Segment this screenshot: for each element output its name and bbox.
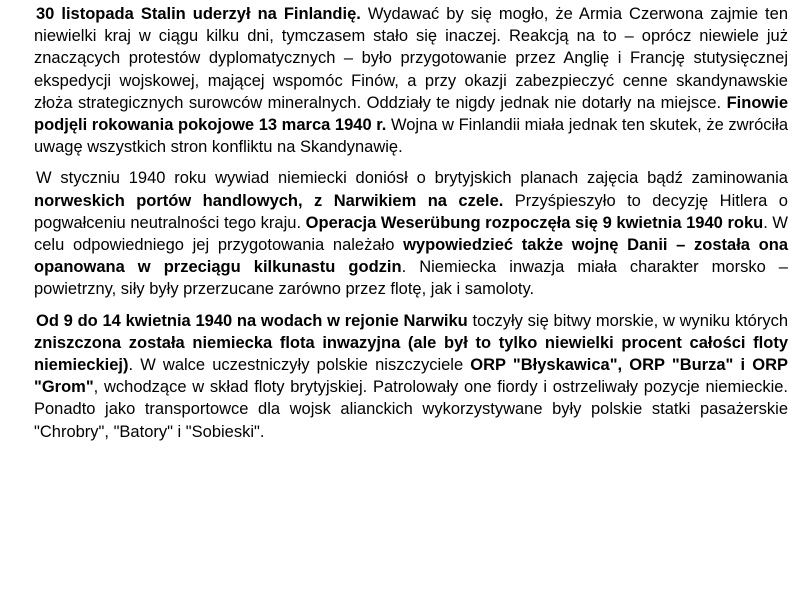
text-segment: , wchodzące w skład floty brytyjskiej. Patrolowały one fiordy i ostrzeliwały pozycje niemieckie. Ponadto jako transportowce dla wojsk alianckich wykorzystywane były polskie statki pasażerskie "Chrobry", "Batory" i "Sobieski". — [34, 378, 788, 441]
text-segment: . Niemiecka inwazja miała charakter morsko – powietrzny, siły były przerzucane zarówno przez flotę, jak i samoloty. — [34, 258, 788, 299]
text-segment: W styczniu 1940 roku wywiad niemiecki doniósł o brytyjskich planach zajęcia bądź zaminowania — [36, 169, 788, 188]
text-segment-bold: ORP "Błyskawica", ORP "Burza" i ORP "Grom" — [34, 356, 788, 397]
text-segment-bold: wypowiedzieć także wojnę Danii – została ona opanowana w przeciągu kilkunastu godzin — [34, 236, 788, 277]
text-segment: Wojna w Finlandii miała jednak ten skutek, że zwróciła uwagę wszystkich stron konfliktu na Skandynawię. — [34, 116, 789, 157]
text-segment-bold: zniszczona została niemiecka flota inwazyjna (ale był to tylko niewielki procent całości floty niemieckiej) — [34, 333, 788, 375]
text-segment-bold: Finowie podjęli rokowania pokojowe 13 marca 1940 r. — [34, 93, 788, 135]
text-segment-bold: Od 9 do 14 kwietnia 1940 na wodach w rejonie Narwiku — [36, 311, 468, 330]
text-segment: . W walce uczestniczyły polskie niszczyciele — [128, 356, 471, 375]
paragraph-weserubung — [34, 167, 788, 300]
text-segment-bold: Operacja Weserübung rozpoczęła się 9 kwietnia 1940 roku — [305, 213, 764, 232]
document-page — [34, 3, 788, 443]
text-segment: toczyły się bitwy morskie, w wyniku których — [467, 311, 789, 330]
text-segment-bold: 30 listopada Stalin uderzył na Finlandię. — [36, 5, 361, 23]
paragraph-finland-war — [34, 3, 788, 158]
text-segment-bold: norweskich portów handlowych, z Narwikiem na czele. — [34, 191, 504, 210]
paragraph-narvik-battles — [34, 310, 788, 443]
text-segment: Wydawać by się mogło, że Armia Czerwona zajmie ten niewielki kraj w ciągu kilku dni, tymczasem stało się inaczej. Reakcją na to – oprócz niewiele już znaczących protestów dyplomatycznych – było przygotowanie przez Anglię i Francję stutysięcznej ekspedycji wojskowej, mającej wspomóc Finów, a przy okazji zabezpieczyć cenne skandynawskie złoża strategicznych surowców mineralnych. Oddziały te nigdy jednak nie dotarły na miejsce. — [34, 5, 788, 112]
text-segment: Przyśpieszyło to decyzję Hitlera o pogwałceniu neutralności tego kraju. — [34, 191, 788, 232]
text-segment: . W celu odpowiedniego jej przygotowania należało — [34, 213, 788, 255]
